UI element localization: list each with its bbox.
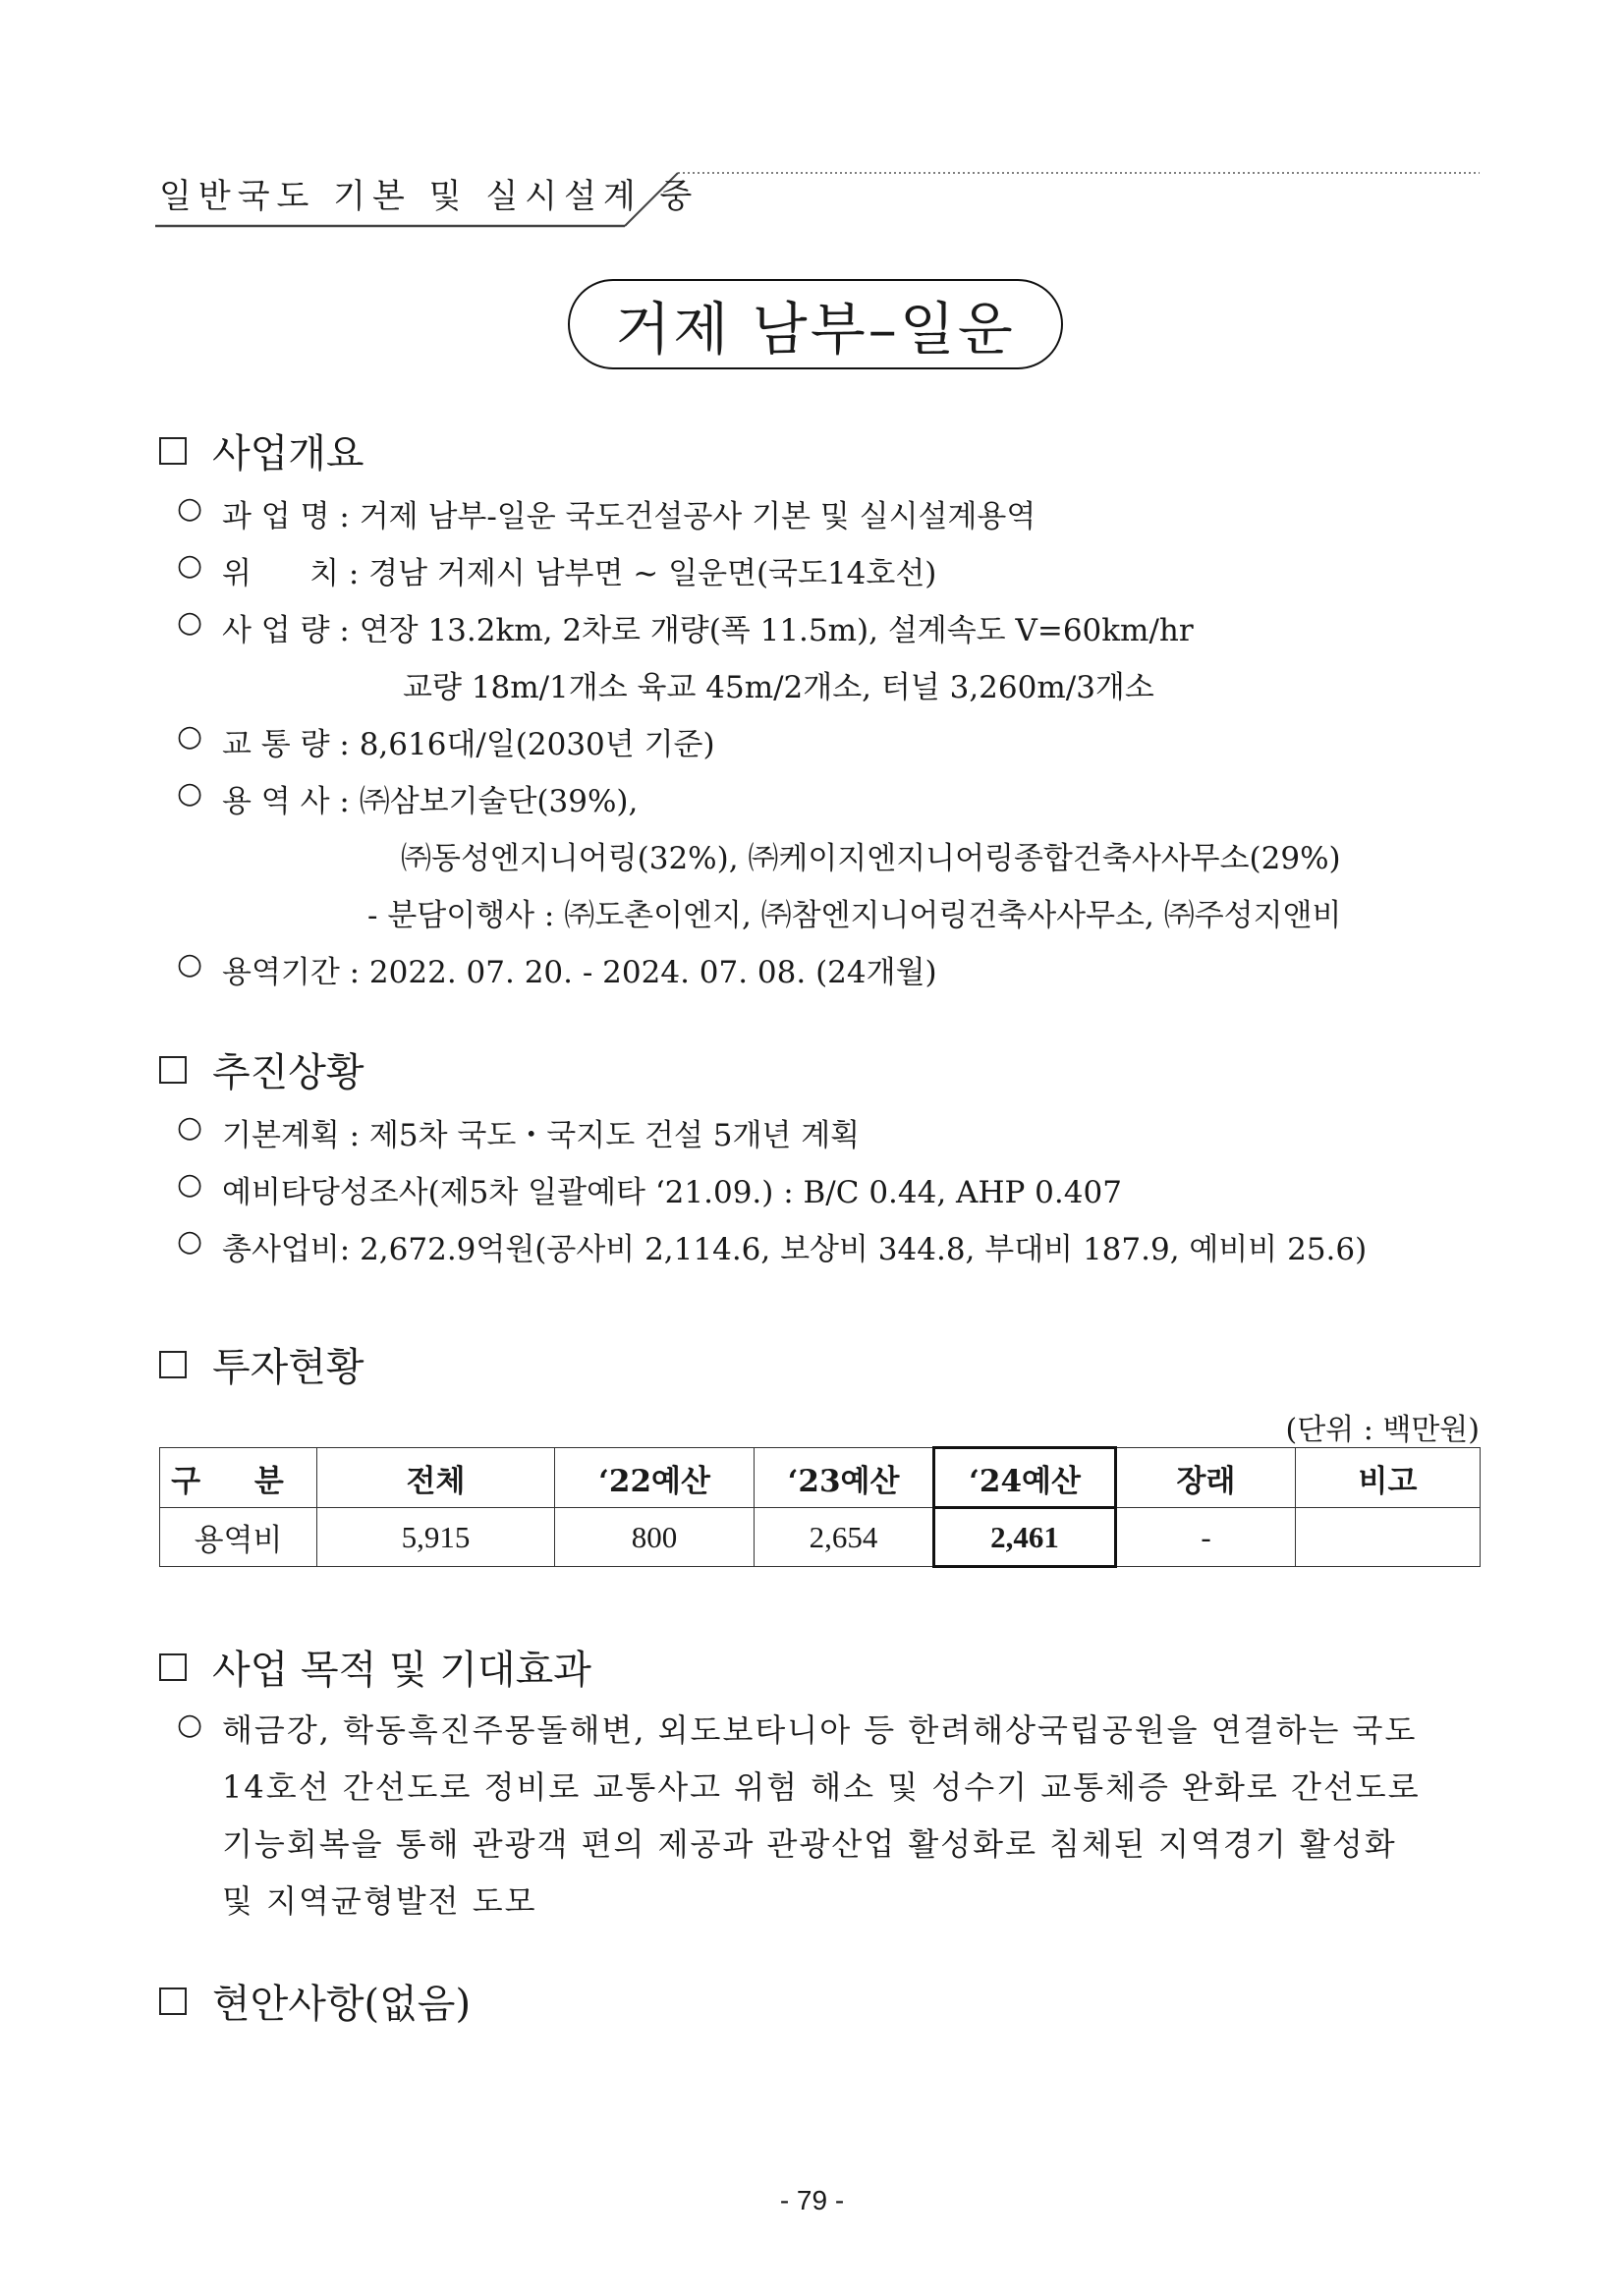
overview-item-contractor: 용 역 사 : ㈜삼보기술단(39%), (222, 784, 639, 819)
table-cell: - (1116, 1508, 1296, 1567)
purpose-line: 14호선 간선도로 정비로 교통사고 위험 해소 및 성수기 교통체증 완화로 간선도로 (222, 1768, 1421, 1806)
overview-item-subcontractor: - 분담이행사 : ㈜도촌이엔지, ㈜참엔지니어링건축사사무소, ㈜주성지앤비 (367, 898, 1342, 933)
checkbox-square-icon (159, 1056, 187, 1084)
section-heading-text: 투자현황 (212, 1345, 364, 1390)
table-unit-note: (단위 : 백만원) (1285, 1413, 1480, 1447)
table-cell: 800 (555, 1508, 755, 1567)
table-header-cell: ‘23예산 (755, 1448, 934, 1508)
circle-bullet-icon: ○ (177, 605, 203, 640)
circle-bullet-icon: ○ (177, 548, 203, 583)
table-cell (1296, 1508, 1481, 1567)
table-cell: 용역비 (160, 1508, 317, 1567)
circle-bullet-icon: ○ (177, 1110, 203, 1145)
section-heading-progress (159, 1041, 364, 1097)
table-cell-highlight: 2,461 (934, 1508, 1116, 1567)
progress-item-feasibility: 예비타당성조사(제5차 일괄예타 ‘21.09.) : B/C 0.44, AHP 0.407 (222, 1175, 1122, 1210)
overview-item-name: 과 업 명 : 거제 남부-일운 국도건설공사 기본 및 실시설계용역 (222, 499, 1036, 534)
table-cell: 5,915 (317, 1508, 555, 1567)
table-header-row (160, 1448, 1481, 1508)
circle-bullet-icon: ○ (177, 491, 203, 526)
table-header-cell: ‘22예산 (555, 1448, 755, 1508)
checkbox-square-icon (159, 437, 187, 465)
section-heading-text: 사업 목적 및 기대효과 (212, 1648, 591, 1693)
section-heading-text: 현안사항(없음) (212, 1982, 472, 2027)
overview-item-scope-cont: 교량 18m/1개소 육교 45m/2개소, 터널 3,260m/3개소 (403, 670, 1154, 705)
section-heading-investment (159, 1336, 364, 1392)
header-decoration (0, 0, 1624, 255)
overview-item-traffic: 교 통 량 : 8,616대/일(2030년 기준) (222, 727, 715, 762)
page-title: 거제 남부–일운 (568, 279, 1063, 369)
overview-item-scope: 사 업 량 : 연장 13.2km, 2차로 개량(폭 11.5m), 설계속도 V=60km/hr (222, 613, 1194, 648)
circle-bullet-icon: ○ (177, 1708, 203, 1742)
progress-item-plan: 기본계획 : 제5차 국도・국지도 건설 5개년 계획 (222, 1118, 861, 1153)
circle-bullet-icon: ○ (177, 1224, 203, 1259)
table-header-cell: 비고 (1296, 1448, 1481, 1508)
investment-table (159, 1446, 1481, 1568)
section-heading-overview (159, 422, 364, 478)
header-category: 일반국도 기본 및 실시설계 중 (159, 177, 700, 216)
circle-bullet-icon: ○ (177, 1167, 203, 1202)
table-header-cell: 구 분 (160, 1448, 317, 1508)
overview-item-contractor-cont: ㈜동성엔지니어링(32%), ㈜케이지엔지니어링종합건축사사무소(29%) (401, 841, 1341, 876)
section-heading-issues (159, 1973, 471, 2029)
checkbox-square-icon (159, 1988, 187, 2015)
table-header-cell-highlight: ‘24예산 (934, 1448, 1116, 1508)
circle-bullet-icon: ○ (177, 947, 203, 981)
table-header-cell: 장래 (1116, 1448, 1296, 1508)
overview-item-period: 용역기간 : 2022. 07. 20. - 2024. 07. 08. (24개월) (222, 955, 937, 990)
overview-item-location: 위 치 : 경남 거제시 남부면 ~ 일운면(국도14호선) (222, 556, 937, 591)
section-heading-text: 추진상황 (212, 1050, 364, 1095)
circle-bullet-icon: ○ (177, 719, 203, 754)
table-cell: 2,654 (755, 1508, 934, 1567)
progress-item-budget: 총사업비: 2,672.9억원(공사비 2,114.6, 보상비 344.8, 부대비 187.9, 예비비 25.6) (222, 1232, 1368, 1267)
purpose-line: 해금강, 학동흑진주몽돌해변, 외도보타니아 등 한려해상국립공원을 연결하는 국도 (222, 1711, 1418, 1749)
checkbox-square-icon (159, 1351, 187, 1378)
table-header-cell: 전체 (317, 1448, 555, 1508)
section-heading-text: 사업개요 (212, 431, 364, 476)
table-row (160, 1508, 1481, 1567)
circle-bullet-icon: ○ (177, 776, 203, 811)
checkbox-square-icon (159, 1653, 187, 1681)
purpose-line: 기능회복을 통해 관광객 편의 제공과 관광산업 활성화로 침체된 지역경기 활성화 (222, 1825, 1397, 1863)
purpose-line: 및 지역균형발전 도모 (222, 1882, 537, 1920)
page-number: - 79 - (779, 2185, 845, 2215)
section-heading-purpose (159, 1639, 591, 1695)
